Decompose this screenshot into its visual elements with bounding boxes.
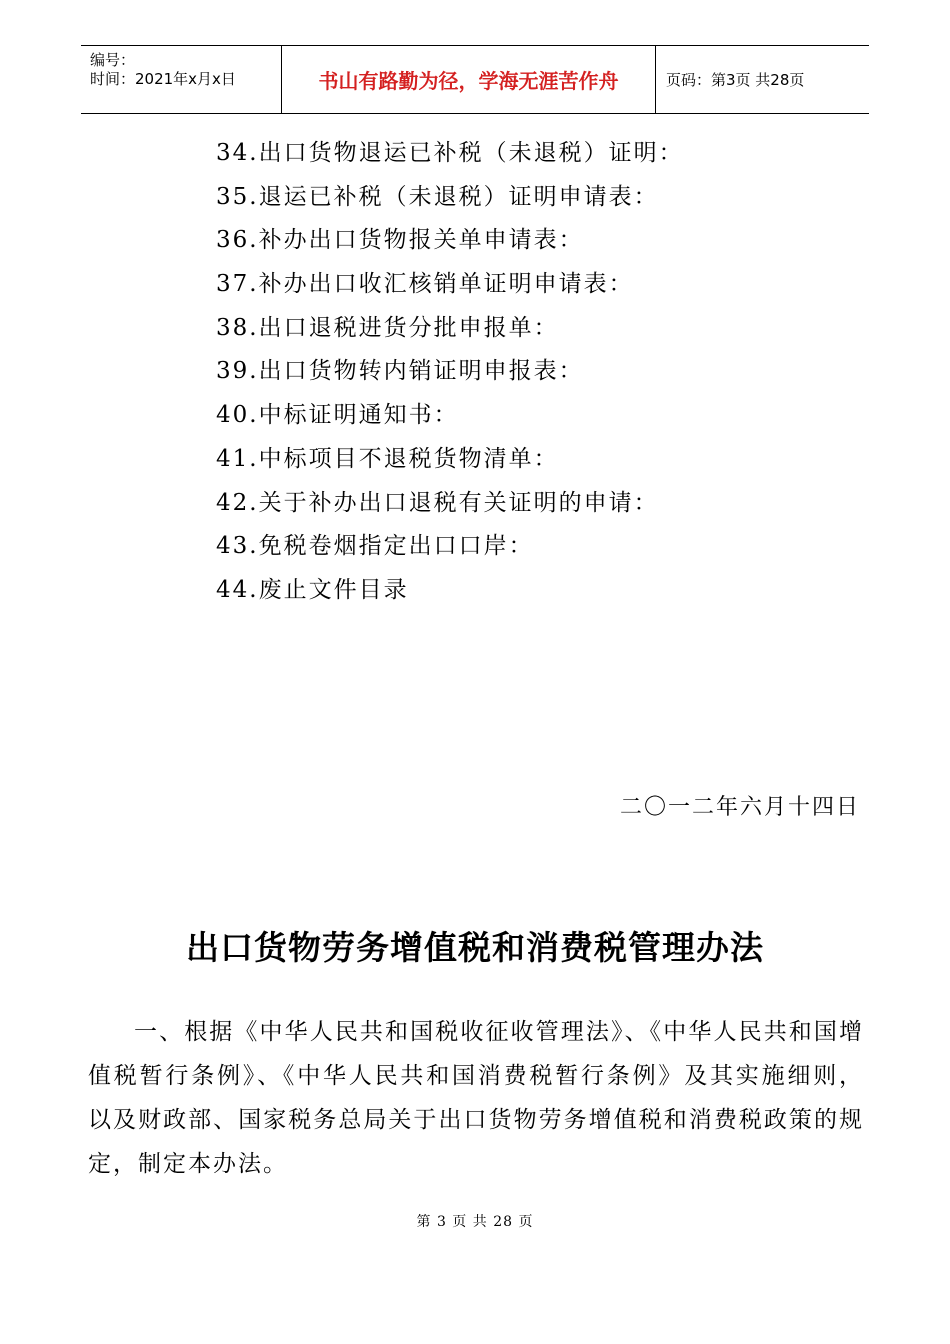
list-item: 42.关于补办出口退税有关证明的申请： bbox=[216, 489, 659, 516]
list-item: 44.废止文件目录 bbox=[216, 576, 409, 603]
list-item: 40.中标证明通知书： bbox=[216, 402, 459, 429]
page-footer: 第 3 页 共 28 页 bbox=[416, 1214, 534, 1230]
body-paragraph: 一、根据《中华人民共和国税收征收管理法》、《中华人民共和国增值税暂行条例》、《中华人民共和国消费税暂行条例》及其实施细则，以及财政部、国家税务总局关于出口货物劳务增值税和消费税政策的规定，制定本办法。 bbox=[88, 1019, 864, 1177]
document-time: 时间：2021年x月x日 bbox=[90, 70, 236, 88]
list-item: 34.出口货物退运已补税（未退税）证明： bbox=[216, 140, 684, 166]
document-number-label: 编号： bbox=[90, 51, 136, 69]
list-item: 38.出口退税进货分批申报单： bbox=[216, 314, 559, 341]
header-motto: 书山有路勤为径，学海无涯苦作舟 bbox=[282, 46, 656, 113]
appendix-list bbox=[216, 132, 684, 613]
header-page-info: 页码：第3页 共28页 bbox=[666, 71, 805, 89]
list-item: 37.补办出口收汇核销单证明申请表： bbox=[216, 271, 634, 298]
list-item: 36.补办出口货物报关单申请表： bbox=[216, 227, 584, 254]
header-meta bbox=[81, 46, 282, 113]
page-header bbox=[81, 45, 869, 114]
list-item: 41.中标项目不退税货物清单： bbox=[216, 445, 559, 472]
list-item: 43.免税卷烟指定出口口岸： bbox=[216, 533, 534, 560]
section-title: 出口货物劳务增值税和消费税管理办法 bbox=[186, 928, 764, 967]
document-date: 二〇一二年六月十四日 bbox=[619, 795, 860, 820]
list-item: 39.出口货物转内销证明申报表： bbox=[216, 358, 584, 385]
list-item: 35.退运已补税（未退税）证明申请表： bbox=[216, 183, 659, 210]
